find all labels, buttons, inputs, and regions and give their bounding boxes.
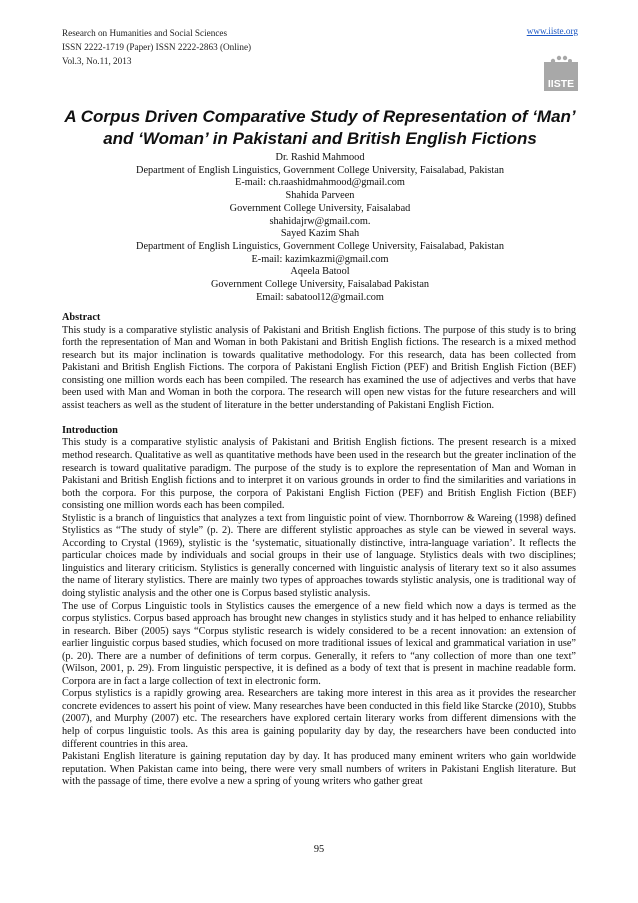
author-email: shahidajrw@gmail.com.	[269, 215, 371, 227]
journal-name: Research on Humanities and Social Sciences	[62, 28, 228, 38]
intro-paragraph: Stylistic is a branch of linguistics that analyzes a text from linguistic point of view. Thornborrow & Wareing (1998) defined Stylistics as “The study of style” (p. 2). There are different stylistic approaches as style can be viewed in several ways. According to Crystal (1969), stylistic is the ‘systematic, situationally distinctive, intra-language variation’. It reflects the particular choices made by individuals and social groups in their use of language. Stylistics deals with two disciplines; linguistics and literary criticism. Stylistics is generally concerned with linguistic analysis of literary text so it also assumes the name of literary stylistics. There are mainly two types of approaches towards stylistic analysis, one is traditional way of doing stylistic analysis and the other one is Corpus based stylistic analysis.	[62, 512, 576, 599]
page-number: 95	[313, 844, 325, 855]
title-line-2: and ‘Woman’ in Pakistani and British English Fictions	[103, 129, 537, 148]
paper-title	[62, 106, 578, 150]
issn-line: ISSN 2222-1719 (Paper) ISSN 2222-2863 (Online)	[62, 42, 252, 52]
iiste-logo: IISTE	[544, 62, 578, 91]
author-name: Sayed Kazim Shah	[280, 228, 360, 240]
author-email: Email: sabatool12@gmail.com	[256, 291, 384, 303]
intro-paragraph: Pakistani English literature is gaining reputation day by day. It has produced many eminent writers who gain worldwide reputation. When Pakistan came into being, there were very small numbers of writers in Pakistani English literature. But with the passage of time, there evolve a new a spring of young writers who gather great	[62, 751, 576, 788]
intro-paragraph: Corpus stylistics is a rapidly growing area. Researchers are taking more interest in this area as it provides the researcher concrete evidences to assert his point of view. Many researches have been conducted in this field like Starcke (2010), Stubbs (2007), and Murphy (2007) etc. The researchers have explored certain literary works from different dimensions with the help of corpus linguistic tools. As this area is gaining popularity day by day, the researchers have been conducted into different countries in this area.	[62, 688, 576, 750]
abstract-heading: Abstract	[62, 312, 101, 323]
author-block	[62, 152, 578, 304]
title-line-1: A Corpus Driven Comparative Study of Representation of ‘Man’	[64, 107, 576, 126]
intro-paragraph: This study is a comparative stylistic analysis of Pakistani and British English fictions. The present research is a mixed method research. Qualitative as well as quantitative methods have been used in the research but the greater inclination of the research is toward qualitative paradigm. The purpose of the study is to explore the representation of Man and Woman in Pakistani and British English fictions and to interpret it on various grounds in order to find the similarities and variations in both the corpora. For this purpose, the corpora of Pakistani English Fiction (PEF) and British English Fiction (BEF) consisting one million words each has been compiled.	[62, 437, 576, 512]
author-affiliation: Government College University, Faisalabad	[229, 202, 411, 214]
author-affiliation: Department of English Linguistics, Government College University, Faisalabad, Pakistan	[136, 240, 504, 252]
author-email: E-mail: kazimkazmi@gmail.com	[251, 253, 389, 265]
author-affiliation: Department of English Linguistics, Government College University, Faisalabad, Pakistan	[136, 164, 504, 176]
author-affiliation: Government College University, Faisalabad Pakistan	[210, 279, 430, 291]
author-name: Aqeela Batool	[290, 266, 350, 278]
abstract-text: This study is a comparative stylistic analysis of Pakistani and British English fictions. The purpose of this study is to bring forth the representation of Man and Woman in both Pakistani and British English fictions. The research is a mixed method research but its major inclination is towards qualitative methodology. For this research, data has been collected from Pakistani and British English Fictions. The corpora of Pakistani English Fiction (PEF) and British English Fiction (BEF) consisting one million words each has been compiled. The research has examined the use of adjectives and verbs that have been used with Man and Woman in both the corpora. The research will open new vistas for the future researchers and will assist teachers as well as the student of literature in the better understanding of Pakistani English Fiction.	[62, 324, 576, 411]
author-email: E-mail: ch.raashidmahmood@gmail.com	[235, 177, 405, 189]
paper-body	[62, 312, 576, 789]
intro-paragraph: The use of Corpus Linguistic tools in Stylistics causes the emergence of a new field which now a days is termed as the corpus stylistics. Corpus based approach has brought new changes in stylistics study and it has helped to enhance reliability in research. Biber (2005) says “Corpus stylistic research is widely considered to be a recent innovation: an extension of earlier linguistic corpus based studies, which focused on more traditional issues of lexical and grammatical variation in use” (p. 20). There are a number of definitions of term corpus. Generally, it refers to “any collection of more than one text” (Wilson, 2001, p. 29). From linguistic perspective, it is defined as a body of text that is present in machine readable form. Corpora are in fact a large collection of text in electronic form.	[62, 600, 576, 687]
introduction-heading: Introduction	[62, 424, 118, 436]
author-name: Dr. Rashid Mahmood	[275, 152, 365, 163]
volume-line: Vol.3, No.11, 2013	[62, 56, 132, 66]
author-name: Shahida Parveen	[285, 190, 355, 202]
journal-url-link[interactable]: www.iiste.org	[526, 26, 578, 36]
